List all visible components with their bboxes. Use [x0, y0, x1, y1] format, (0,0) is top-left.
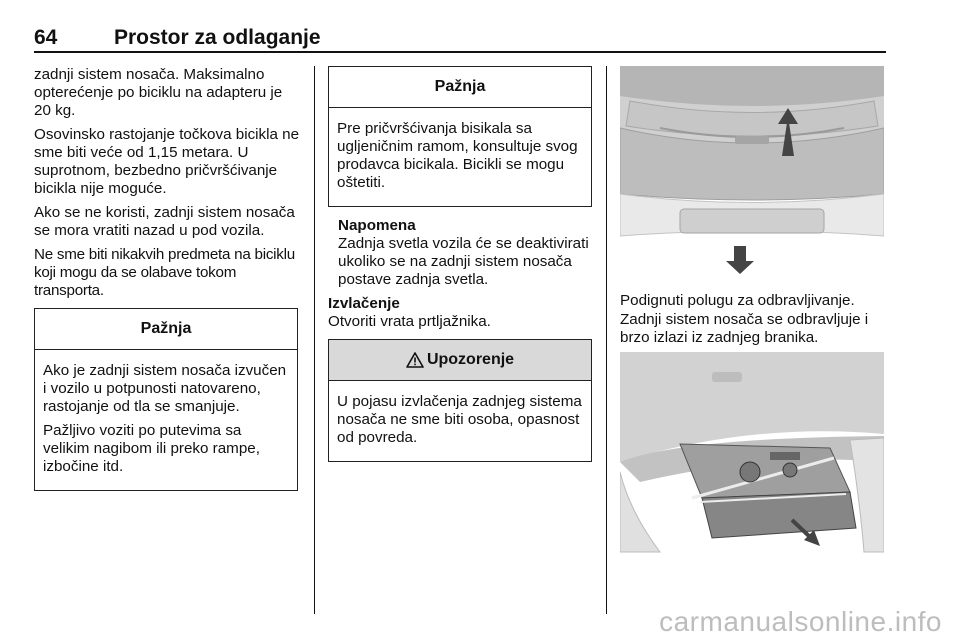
caution-box-body: [329, 108, 591, 206]
caution-paragraph: Pažljivo voziti po putevima sa velikim nagibom ili preko rampe, izbočine itd.: [43, 422, 260, 475]
column-2: [328, 66, 592, 462]
caution-paragraph: Ako je zadnji sistem nosača izvučen i vozilo u potpunosti natovareno, rastojanje od tla se smanjuje.: [43, 362, 287, 415]
section-heading: Izvlačenje: [328, 295, 400, 312]
warning-paragraph: U pojasu izvlačenja zadnjeg sistema nosača ne sme biti osoba, opasnost od povreda.: [337, 393, 582, 446]
caution-box-title: Pažnja: [35, 309, 297, 350]
paragraph: Otvoriti vrata prtljažnika.: [328, 313, 491, 330]
paragraph: Ako se ne koristi, zadnji sistem nosača se mora vratiti nazad u pod vozila.: [34, 204, 295, 239]
carrier-extending-illustration: [620, 352, 884, 564]
warning-box-header: [329, 340, 591, 381]
warning-triangle-icon: [406, 352, 424, 368]
paragraph: Osovinsko rastojanje točkova bicikla ne sme biti veće od 1,15 metara. U suprotnom, bezbedno pričvršćivanje bicikla nije moguće.: [34, 126, 300, 197]
page-header: [34, 26, 884, 50]
page-title: Prostor za odlaganje: [114, 26, 321, 49]
note-title: Napomena: [338, 217, 416, 234]
page-number: 64: [34, 26, 58, 49]
header-rule: [34, 51, 886, 53]
column-divider: [314, 66, 315, 614]
rear-bumper-lever-illustration: [620, 66, 884, 278]
warning-box-body: [329, 381, 591, 461]
caution-paragraph: Pre pričvršćivanja bisikala sa ugljeničnim ramom, konsultuje svog prodavca bicikala. Bicikli se mogu oštetiti.: [337, 120, 578, 191]
paragraph: zadnji sistem nosača. Maksimalno opterećenje po biciklu na adapteru je 20 kg.: [34, 66, 283, 119]
caution-box: [328, 66, 592, 207]
caution-box-body: [35, 350, 297, 490]
note-text: Zadnja svetla vozila će se deaktivirati ukoliko se na zadnji sistem nosača postave zadnja svetla.: [338, 235, 589, 288]
figure-caption: Podignuti polugu za odbravljivanje. Zadnji sistem nosača se odbravljuje i brzo izlazi iz zadnjeg branika.: [620, 292, 869, 346]
warning-box: [328, 339, 592, 462]
column-1: [34, 66, 300, 491]
warning-box-title: Upozorenje: [426, 351, 515, 368]
caution-box-title: Pažnja: [329, 67, 591, 108]
paragraph: Ne sme biti nikakvih predmeta na biciklu koji mogu da se olabave tokom transporta.: [34, 246, 295, 299]
column-divider: [606, 66, 607, 614]
watermark: carmanualsonline.info: [659, 606, 942, 637]
note: [338, 217, 592, 289]
caution-box: [34, 308, 298, 491]
